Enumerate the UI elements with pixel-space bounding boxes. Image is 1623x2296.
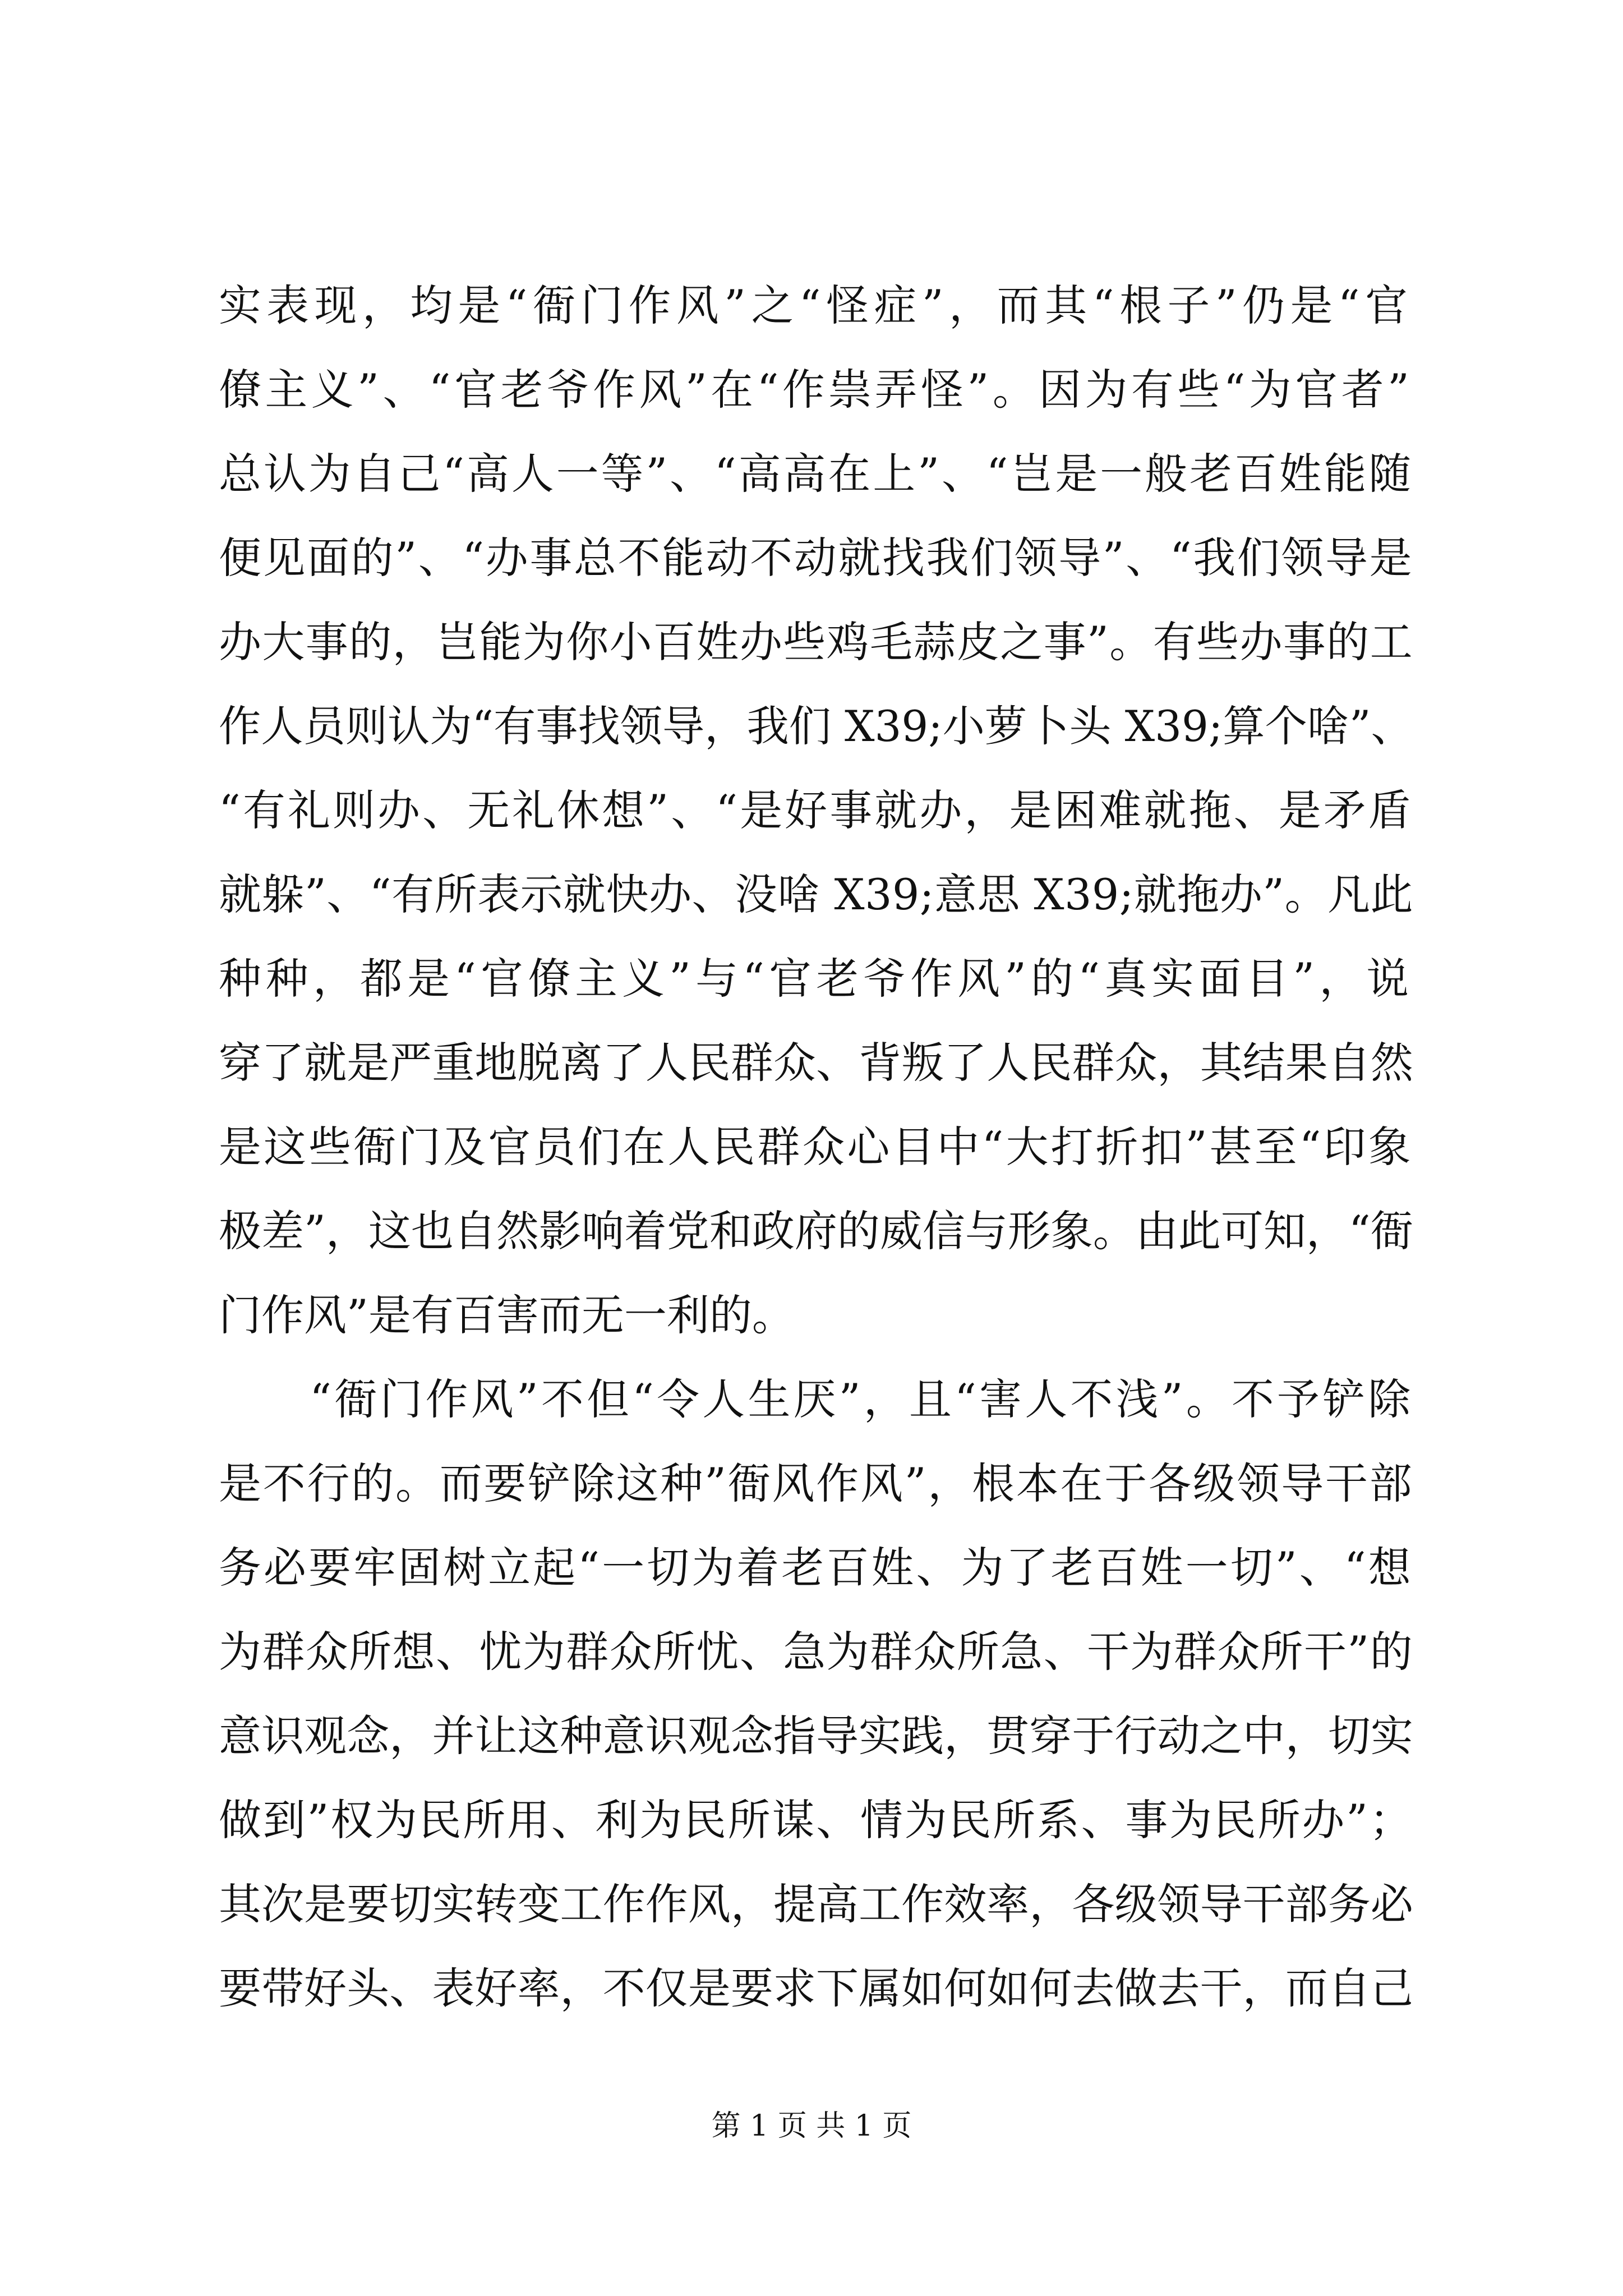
text-line: 僚主义”、“官老爷作风”在“作祟弄怪”。因为有些“为官者” (219, 365, 1413, 415)
page-footer: 第 1 页 共 1 页 (711, 2109, 912, 2143)
text-line: 总认为自己“高人一等”、“高高在上”、“岂是一般老百姓能随 (219, 449, 1414, 499)
text-line: “有礼则办、无礼休想”、“是好事就办，是困难就拖、是矛盾 (219, 785, 1413, 835)
text-line: 实表现，均是“衙门作风”之“怪症”，而其“根子”仍是“官 (219, 280, 1413, 330)
text-line: 办大事的，岂能为你小百姓办些鸡毛蒜皮之事”。有些办事的工 (219, 617, 1414, 667)
text-line: 种种，都是“官僚主义”与“官老爷作风”的“真实面目”，说 (219, 954, 1414, 1004)
text-line: “衙门作风”不但“令人生厌”，且“害人不浅”。不予铲除 (219, 1374, 1414, 1424)
text-line: 其次是要切实转变工作作风，提高工作效率，各级领导干部务必 (219, 1879, 1413, 1929)
text-line: 便见面的”、“办事总不能动不动就找我们领导”、“我们领导是 (219, 533, 1414, 583)
text-line: 为群众所想、忧为群众所忧、急为群众所急、干为群众所干”的 (219, 1627, 1414, 1677)
text-line: 要带好头、表好率，不仅是要求下属如何如何去做去干，而自己 (219, 1963, 1413, 2013)
text-line: 极差”，这也自然影响着党和政府的威信与形象。由此可知，“衙 (219, 1206, 1413, 1256)
text-line: 门作风”是有百害而无一利的。 (219, 1290, 795, 1340)
text-line: 是这些衙门及官员们在人民群众心目中“大打折扣”甚至“印象 (219, 1122, 1413, 1172)
text-line: 意识观念，并让这种意识观念指导实践，贯穿于行动之中，切实 (219, 1711, 1413, 1761)
text-line: 作人员则认为“有事找领导，我们 X39;小萝卜头 X39;算个啥”、 (219, 701, 1413, 751)
body-text (219, 264, 1413, 2031)
text-line: 就躲”、“有所表示就快办、没啥 X39;意思 X39;就拖办”。凡此 (219, 869, 1414, 919)
text-line: 做到”权为民所用、利为民所谋、情为民所系、事为民所办”； (219, 1795, 1414, 1845)
text-line: 穿了就是严重地脱离了人民群众、背叛了人民群众，其结果自然 (219, 1038, 1413, 1088)
text-line: 务必要牢固树立起“一切为着老百姓、为了老百姓一切”、“想 (219, 1543, 1413, 1593)
text-line: 是不行的。而要铲除这种”衙风作风”，根本在于各级领导干部 (219, 1458, 1414, 1508)
